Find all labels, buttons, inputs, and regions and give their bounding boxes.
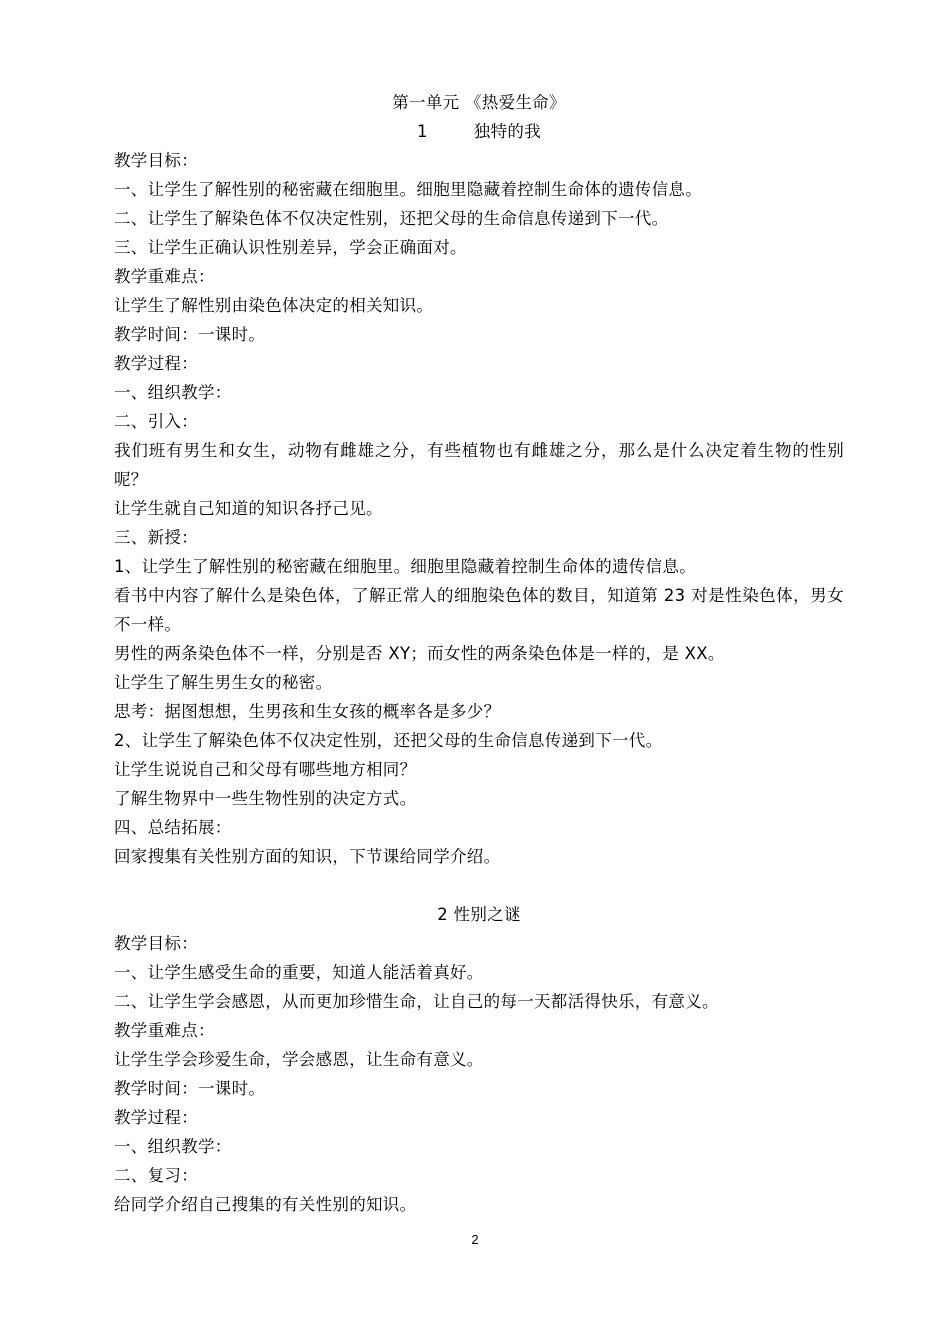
unit-title: 第一单元 《热爱生命》 (392, 93, 566, 112)
lesson1-line: 让学生说说自己和父母有哪些地方相同？ (114, 760, 417, 779)
lesson1-line: 教学目标： (114, 151, 198, 170)
lesson1-line: 教学时间：一课时。 (114, 325, 266, 344)
lesson2-line: 一、组织教学： (114, 1137, 232, 1156)
lesson2-title: 2 性别之谜 (437, 905, 521, 924)
lesson1-line: 1、让学生了解性别的秘密藏在细胞里。细胞里隐藏着控制生命体的遗传信息。 (114, 557, 696, 576)
lesson1-line: 让学生了解性别由染色体决定的相关知识。 (114, 296, 434, 315)
lesson1-heading (114, 117, 844, 146)
lesson2-line: 让学生学会珍爱生命，学会感恩，让生命有意义。 (114, 1050, 484, 1069)
lesson2-line: 二、让学生学会感恩，从而更加珍惜生命，让自己的每一天都活得快乐，有意义。 (114, 992, 719, 1011)
lesson1-line: 三、让学生正确认识性别差异，学会正确面对。 (114, 238, 467, 257)
lesson2-line: 教学过程： (114, 1108, 198, 1127)
lesson1-line: 一、组织教学： (114, 383, 232, 402)
lesson2-line: 给同学介绍自己搜集的有关性别的知识。 (114, 1195, 417, 1214)
lesson1-line: 二、让学生了解染色体不仅决定性别，还把父母的生命信息传递到下一代。 (114, 209, 669, 228)
lesson1-line: 我们班有男生和女生，动物有雌雄之分，有些植物也有雌雄之分，那么是什么决定着生物的性别呢？ (114, 441, 844, 489)
lesson1-line: 教学过程： (114, 354, 198, 373)
lesson2-line: 教学重难点： (114, 1021, 215, 1040)
lesson1-line: 二、引入： (114, 412, 198, 431)
lesson2-line: 一、让学生感受生命的重要，知道人能活着真好。 (114, 963, 484, 982)
page-number: 2 (471, 1232, 479, 1247)
lesson1-number: 1 (416, 122, 428, 141)
lesson1-line: 让学生就自己知道的知识各抒己见。 (114, 499, 383, 518)
lesson1-line: 一、让学生了解性别的秘密藏在细胞里。细胞里隐藏着控制生命体的遗传信息。 (114, 180, 702, 199)
section-spacer (114, 871, 844, 900)
lesson1-line: 男性的两条染色体不一样，分别是否 XY；而女性的两条染色体是一样的，是 XX。 (114, 644, 725, 663)
lesson1-line: 回家搜集有关性别方面的知识，下节课给同学介绍。 (114, 847, 501, 866)
lesson1-line: 思考：据图想想，生男孩和生女孩的概率各是多少？ (114, 702, 501, 721)
lesson1-line: 教学重难点： (114, 267, 215, 286)
lesson2-line: 教学时间：一课时。 (114, 1079, 266, 1098)
lesson2-line: 教学目标： (114, 934, 198, 953)
lesson1-title: 独特的我 (473, 122, 541, 141)
lesson1-line: 让学生了解生男生女的秘密。 (114, 673, 333, 692)
lesson1-line: 2、让学生了解染色体不仅决定性别，还把父母的生命信息传递到下一代。 (114, 731, 663, 750)
lesson1-line: 四、总结拓展： (114, 818, 232, 837)
lesson1-line: 三、新授： (114, 528, 198, 547)
lesson1-line: 了解生物界中一些生物性别的决定方式。 (114, 789, 417, 808)
lesson2-line: 二、复习： (114, 1166, 198, 1185)
lesson1-line: 看书中内容了解什么是染色体，了解正常人的细胞染色体的数目，知道第 23 对是性染色体，男女不一样。 (114, 586, 844, 634)
document-body (114, 88, 844, 1219)
